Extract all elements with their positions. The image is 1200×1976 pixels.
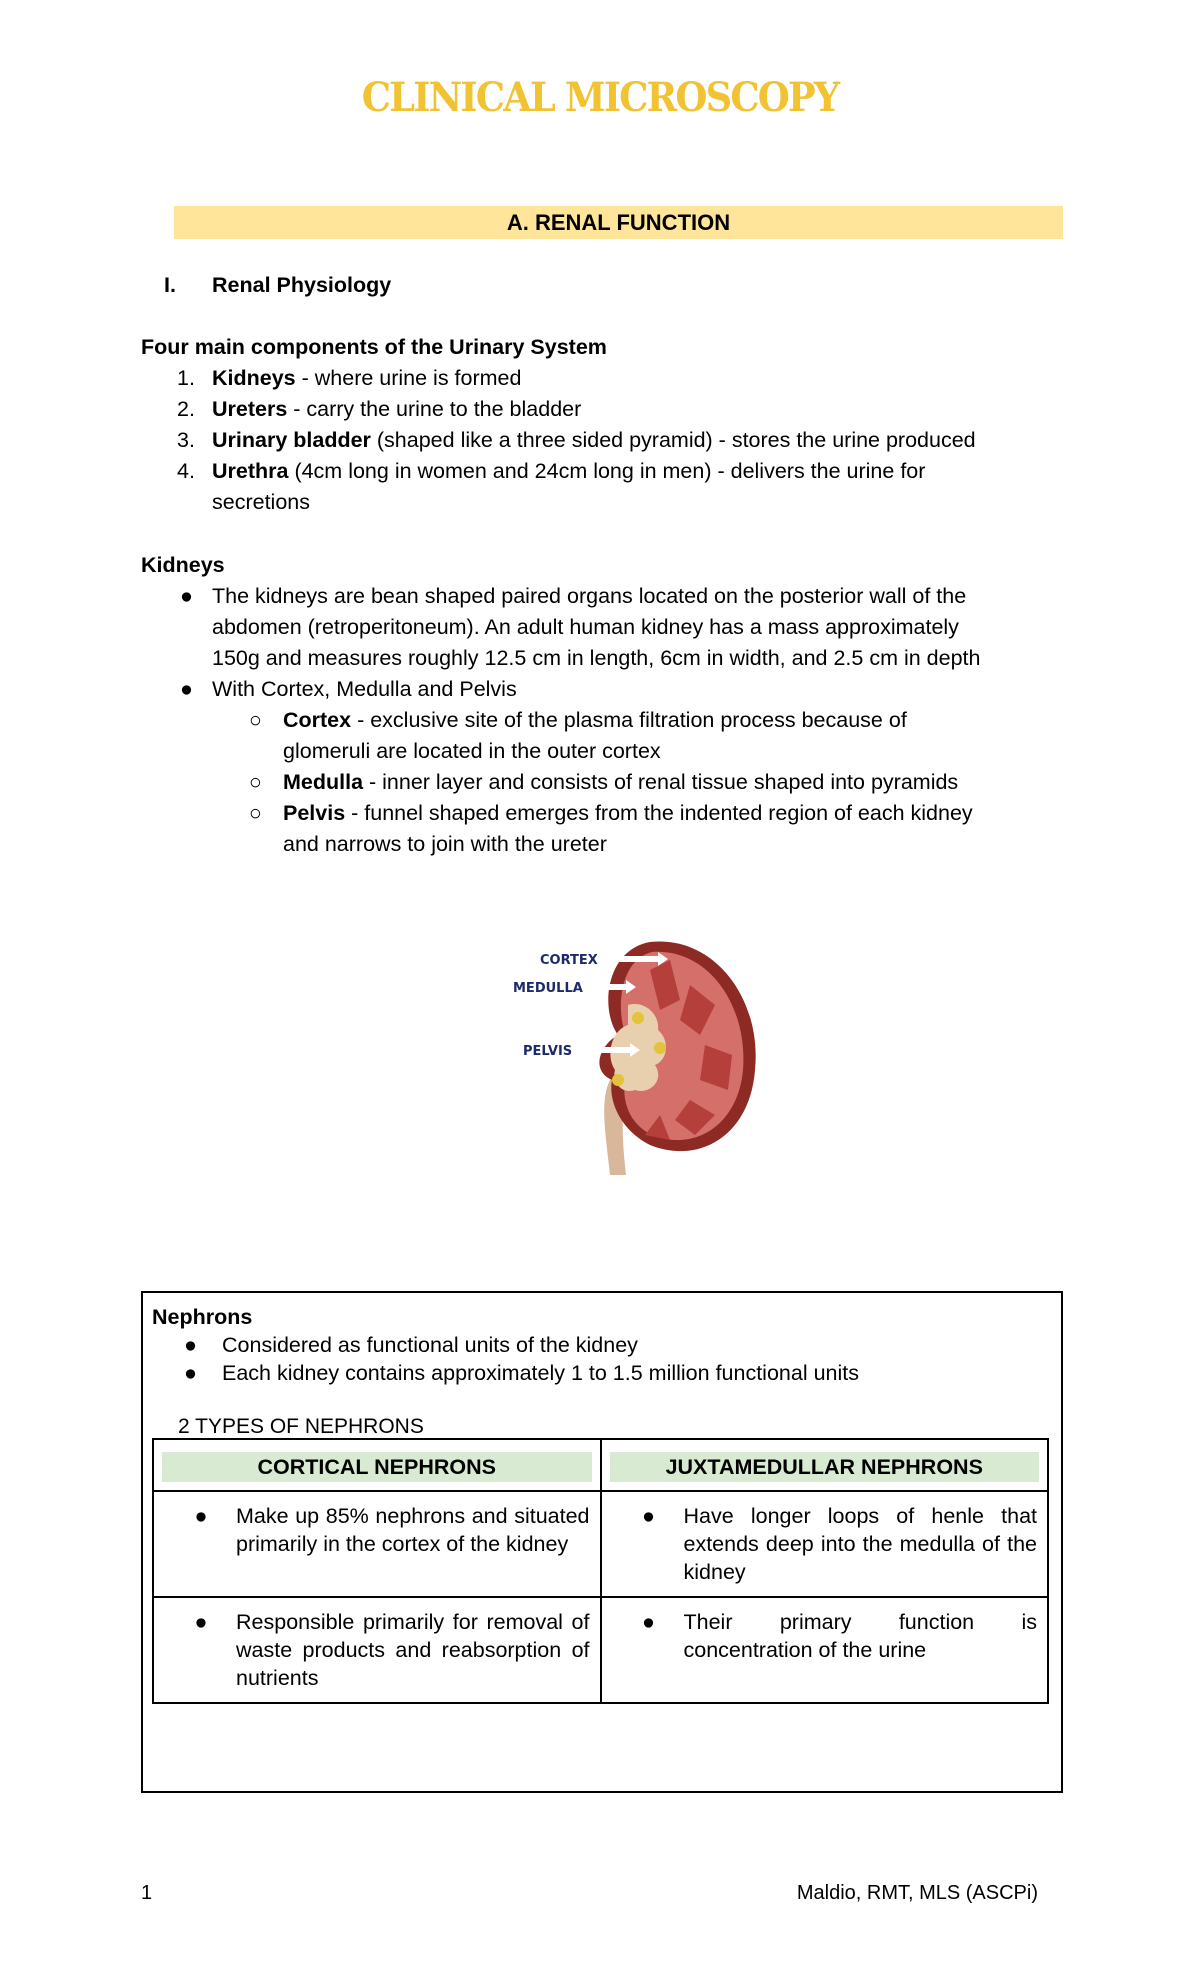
footer-author: Maldio, RMT, MLS (ASCPi) [796, 1882, 1038, 1904]
term: Urinary bladder [212, 428, 371, 452]
bullet-icon: ● [642, 1504, 655, 1528]
pelvis-label: PELVIS [523, 1044, 573, 1059]
bullet-icon: ● [184, 1361, 197, 1385]
nephron-bullet: Considered as functional units of the kidney [222, 1333, 638, 1357]
paragraph-line: The kidneys are bean shaped paired organs located on the posterior wall of the [212, 584, 967, 608]
bullet-icon: ● [180, 584, 193, 608]
list-item [212, 363, 521, 394]
description: (4cm long in women and 24cm long in men) - delivers the urine for [288, 459, 926, 483]
list-number: 1. [177, 366, 195, 390]
table-row [153, 1597, 1048, 1703]
description: - carry the urine to the bladder [287, 397, 582, 421]
sub-item [283, 767, 958, 798]
page-number: 1 [141, 1882, 153, 1904]
bullet-icon: ● [642, 1610, 655, 1634]
list-number: 4. [177, 459, 195, 483]
nephrons-heading: Nephrons [152, 1305, 253, 1329]
description: - where urine is formed [295, 366, 522, 390]
table-cell: Have longer loops of henle that extends deep into the medulla of the kidney [683, 1504, 1037, 1584]
sub-item [283, 798, 973, 829]
table-cell: Their primary function is concentration of the urine [683, 1610, 1037, 1662]
list-number: 2. [177, 397, 195, 421]
description: (shaped like a three sided pyramid) - stores the urine produced [370, 428, 976, 452]
bullet-icon: ● [194, 1504, 208, 1528]
table-row [153, 1491, 1048, 1597]
column-header: JUXTAMEDULLAR NEPHRONS [610, 1452, 1040, 1482]
term: Kidneys [212, 366, 296, 390]
bullet-icon: ● [184, 1333, 197, 1357]
term: Cortex [283, 708, 352, 732]
description: - exclusive site of the plasma filtration process because of [351, 708, 907, 732]
kidney-diagram [500, 930, 770, 1200]
sub-item [283, 705, 907, 736]
types-heading: 2 TYPES OF NEPHRONS [178, 1415, 424, 1438]
list-item [212, 425, 976, 456]
circle-bullet-icon: ○ [249, 708, 262, 732]
list-item [212, 456, 1061, 487]
table-cell: Responsible primarily for removal of waste products and reabsorption of nutrients [236, 1610, 590, 1690]
nephron-types-table [152, 1438, 1049, 1704]
description: - inner layer and consists of renal tissue shaped into pyramids [363, 770, 959, 794]
list-item-continuation: secretions [212, 490, 310, 514]
circle-bullet-icon: ○ [249, 801, 262, 825]
document-title: CLINICAL MICROSCOPY [361, 74, 839, 121]
cortex-label: CORTEX [540, 953, 598, 968]
kidneys-heading: Kidneys [141, 553, 225, 577]
table-cell: Make up 85% nephrons and situated primarily in the cortex of the kidney [236, 1504, 590, 1556]
sub-item-continuation: and narrows to join with the ureter [283, 832, 607, 856]
section-heading: A. RENAL FUNCTION [174, 206, 1063, 239]
paragraph-line: 150g and measures roughly 12.5 cm in length, 6cm in width, and 2.5 cm in depth [212, 646, 981, 670]
bullet-icon: ● [194, 1610, 208, 1634]
term: Pelvis [283, 801, 346, 825]
list-number: 3. [177, 428, 195, 452]
paragraph-line: abdomen (retroperitoneum). An adult human kidney has a mass approximately [212, 615, 959, 639]
bullet-icon: ● [180, 677, 193, 701]
subsection-title: Renal Physiology [212, 273, 392, 297]
circle-bullet-icon: ○ [249, 770, 262, 794]
column-header: CORTICAL NEPHRONS [162, 1452, 592, 1482]
description: - funnel shaped emerges from the indented region of each kidney [345, 801, 973, 825]
subsection-number: I. [164, 273, 176, 297]
medulla-label: MEDULLA [513, 981, 583, 996]
sub-item-continuation: glomeruli are located in the outer cortex [283, 739, 661, 763]
list-item [212, 394, 581, 425]
term: Ureters [212, 397, 288, 421]
paragraph-line: With Cortex, Medulla and Pelvis [212, 677, 517, 701]
term: Medulla [283, 770, 364, 794]
components-heading: Four main components of the Urinary System [141, 335, 607, 359]
nephron-bullet: Each kidney contains approximately 1 to 1.5 million functional units [222, 1361, 859, 1385]
term: Urethra [212, 459, 289, 483]
